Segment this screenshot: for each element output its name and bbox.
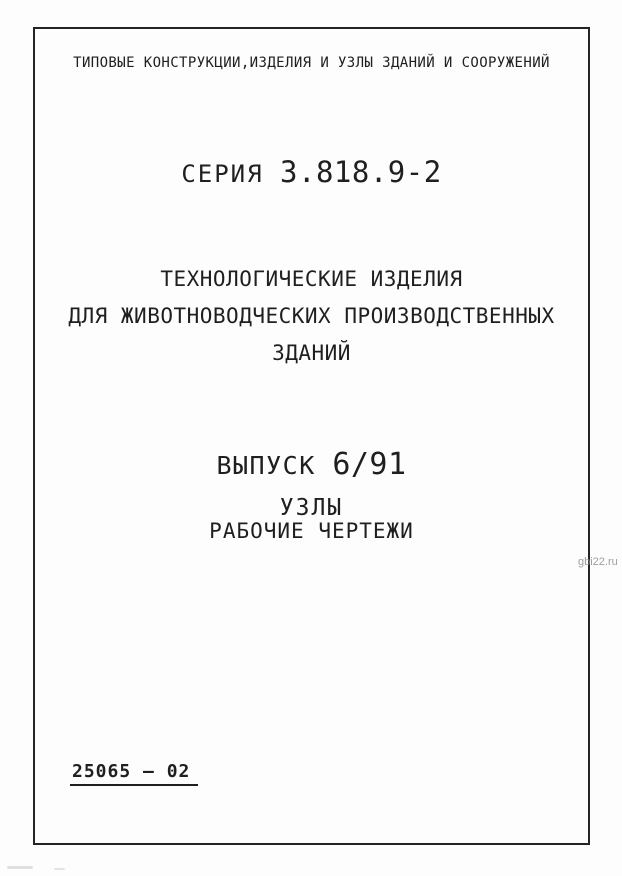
issue-label: ВЫПУСК [216,451,316,480]
title-line-3: ЗДАНИЙ [272,341,351,365]
document-title [35,261,588,372]
scan-smudge [54,868,65,870]
subtitle-line-1: УЗЛЫ [279,495,344,521]
title-line-1: ТЕХНОЛОГИЧЕСКИЕ ИЗДЕЛИЯ [160,267,463,291]
subtitle-line-2: РАБОЧИЕ ЧЕРТЕЖИ [209,519,414,543]
series-line [35,155,588,189]
document-category-line: ТИПОВЫЕ КОНСТРУКЦИИ,ИЗДЕЛИЯ И УЗЛЫ ЗДАНИЙ И СООРУЖЕНИЙ [73,55,550,71]
series-number: 3.818.9-2 [280,155,442,189]
title-line-2: ДЛЯ ЖИВОТНОВОДЧЕСКИХ ПРОИЗВОДСТВЕННЫХ [68,304,555,328]
watermark-text: gbi22.ru [578,556,618,568]
issue-line [35,447,588,482]
page-border [33,27,590,845]
scan-smudge [7,866,33,869]
series-label: СЕРИЯ [181,160,264,188]
issue-number: 6/91 [332,447,407,482]
document-number: 25065 – 02 [70,761,198,786]
